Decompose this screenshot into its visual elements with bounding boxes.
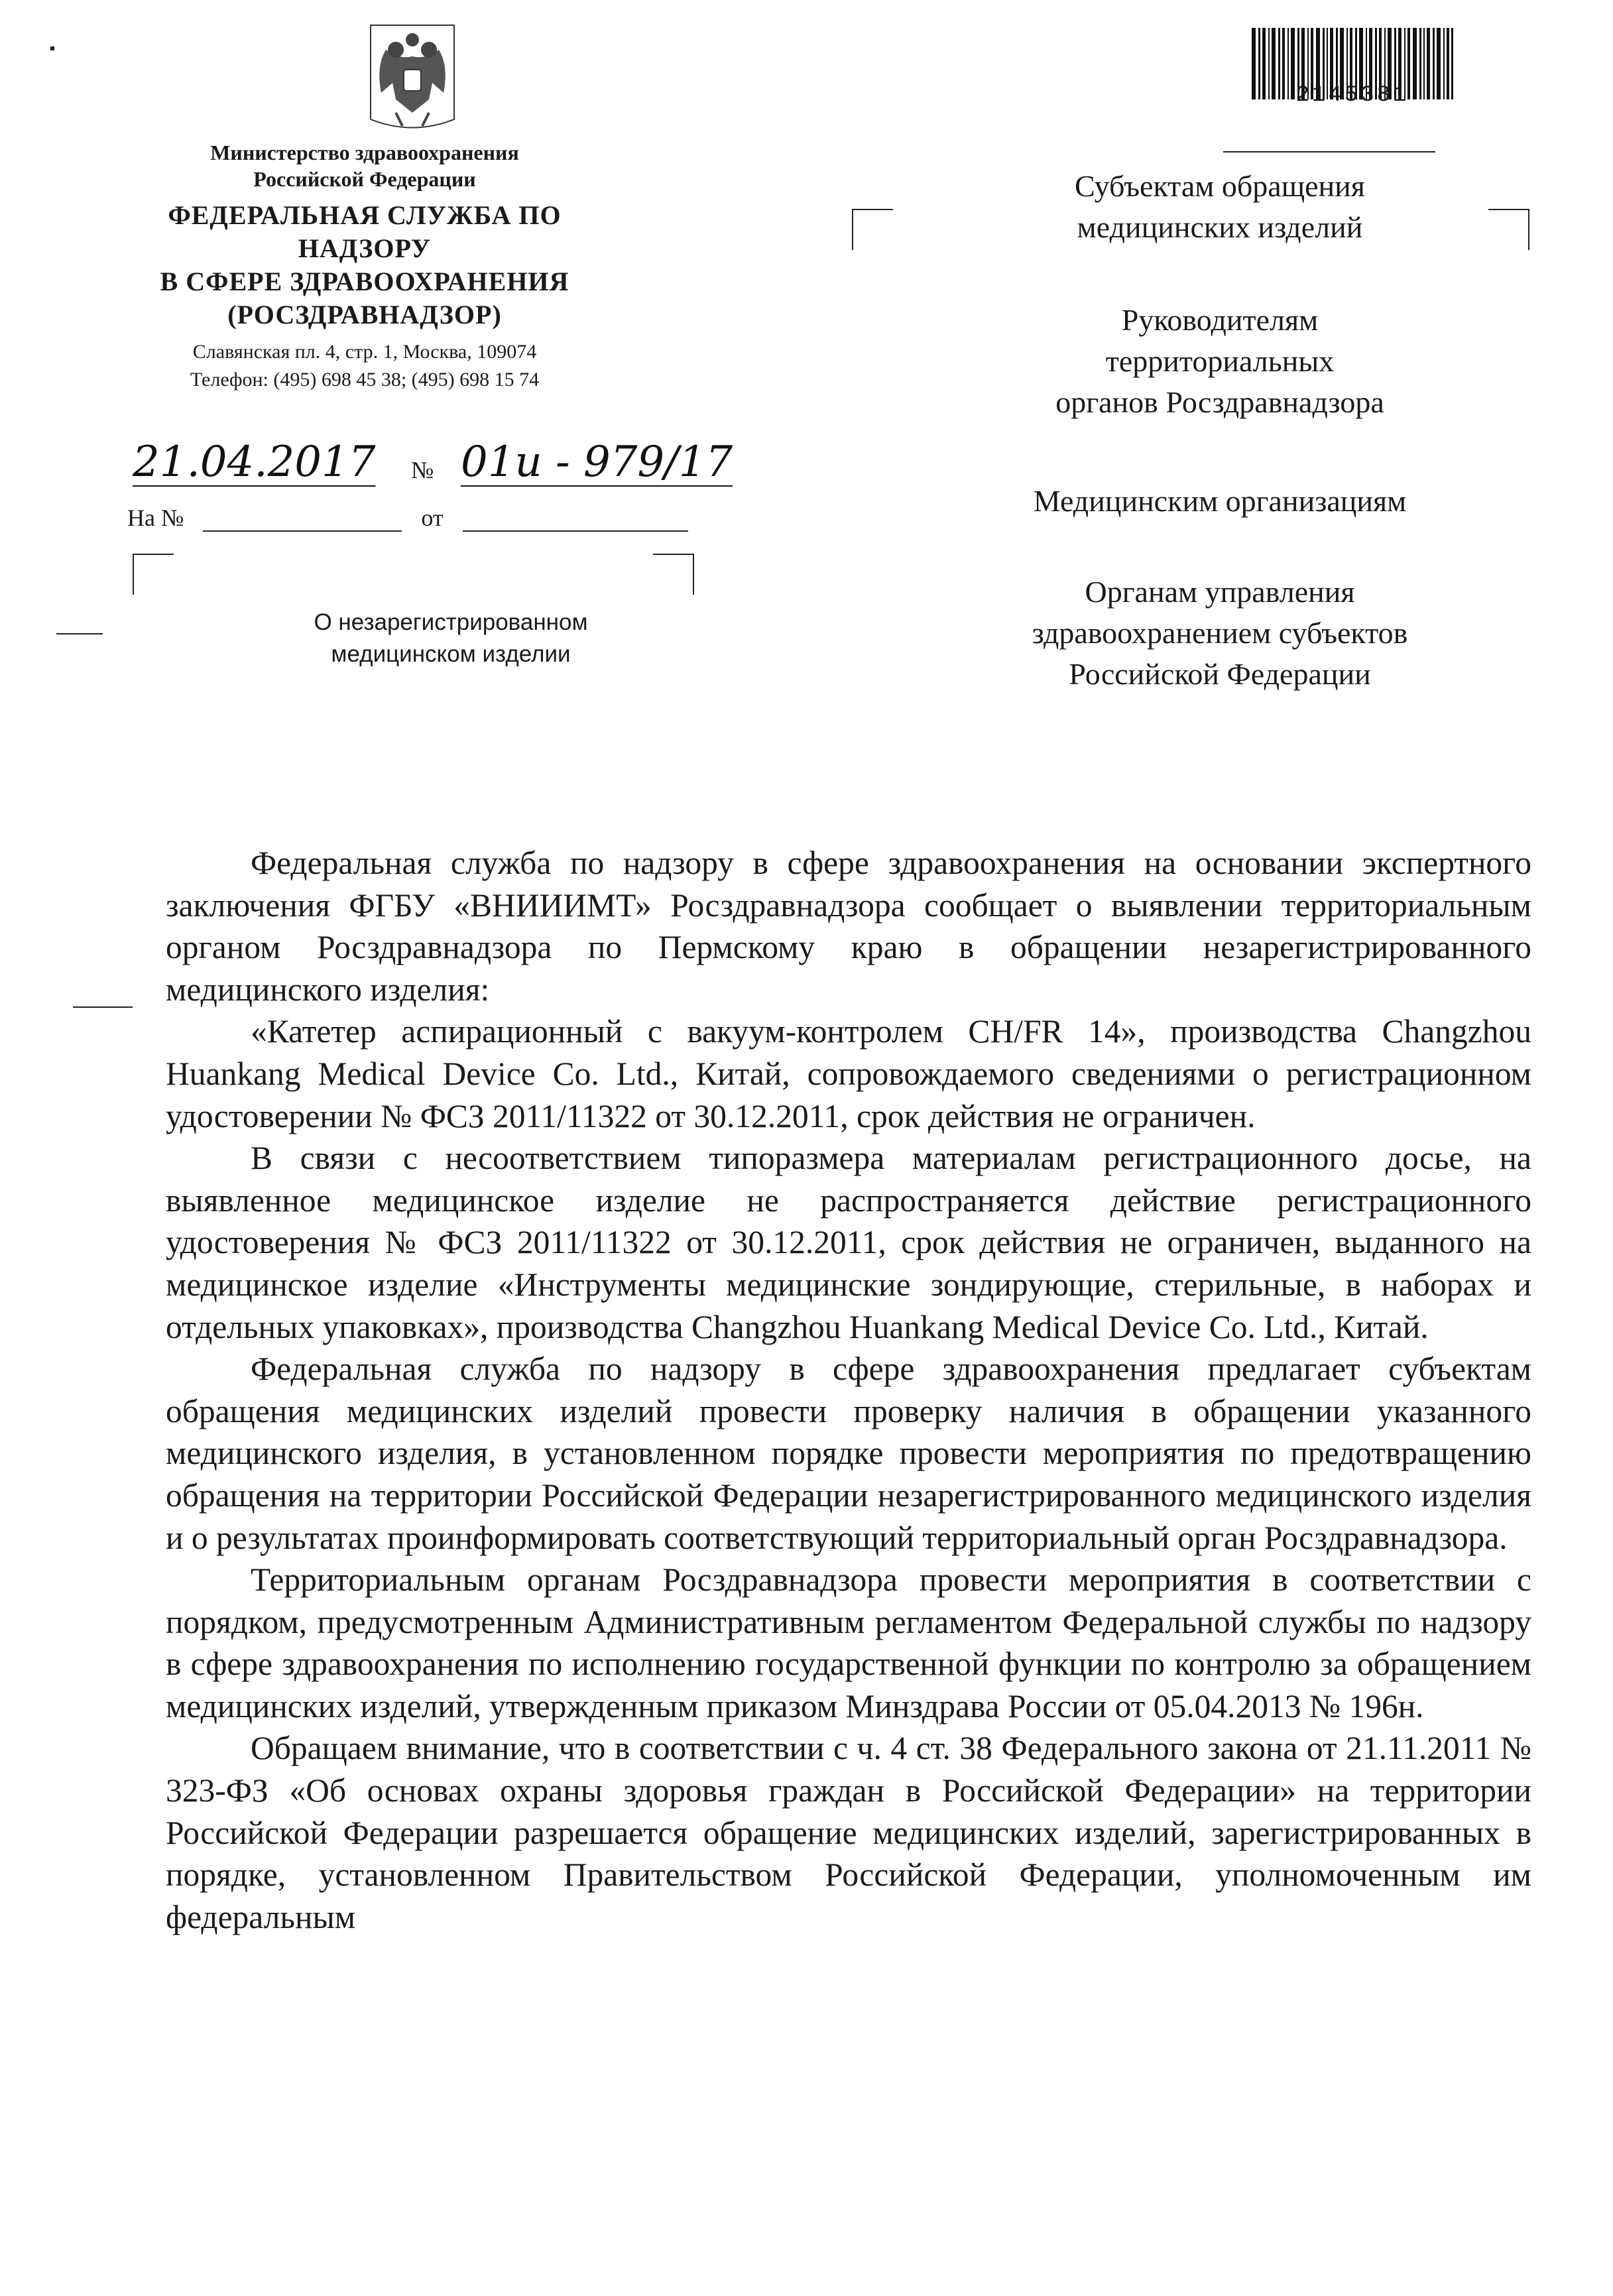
addressee-bracket-left xyxy=(852,209,893,250)
addressee-block xyxy=(955,300,1485,423)
addressee-block xyxy=(955,481,1485,522)
coat-of-arms-emblem-icon xyxy=(356,20,469,143)
letter-subject xyxy=(219,607,683,670)
addressee-line: медицинских изделий xyxy=(1077,210,1363,244)
barcode-number: 2145381 xyxy=(1295,83,1409,108)
body-paragraph: Обращаем внимание, что в соответствии с ч. 4 ст. 38 Федерального закона от 21.11.2011 № 323-ФЗ «Об основах охраны здоровья граждан в Российской Федерации» на территории Российской Федерации разрешается обращение медицинских изделий, зарегистрированных в порядке, установленном Правительством Российской Федерации, уполномоченным им федеральным xyxy=(166,1730,1531,1935)
agency-phone: Телефон: (495) 698 45 38; (495) 698 15 74 xyxy=(190,369,540,391)
subject-line: медицинском изделии xyxy=(331,641,571,667)
addressee-line: здравоохранением субъектов xyxy=(1032,616,1408,650)
addressee-line: Медицинским организациям xyxy=(1033,484,1407,518)
agency-name xyxy=(99,199,630,332)
agency-line: В СФЕРЕ ЗДРАВООХРАНЕНИЯ xyxy=(160,267,569,296)
addressee-line: Органам управления xyxy=(1085,575,1355,609)
agency-line: ФЕДЕРАЛЬНАЯ СЛУЖБА ПО НАДЗОРУ xyxy=(168,200,562,263)
ministry-line: Министерство здравоохранения xyxy=(210,141,519,164)
from-blank xyxy=(463,512,688,532)
agency-address: Славянская пл. 4, стр. 1, Москва, 109074 xyxy=(192,341,537,363)
scan-mark xyxy=(50,46,54,50)
subject-bracket-left xyxy=(133,554,174,595)
scan-mark xyxy=(73,1006,133,1008)
body-paragraph: Федеральная служба по надзору в сфере здравоохранения предлагает субъектам обращения медицинских изделий провести проверку наличия в обращении указанного медицинского изделия, в установленном порядке провести мероприятия по предотвращению обращения на территории Российской Федерации незарегистрированного медицинского изделия и о результатах проинформировать соответствующий территориальный орган Росздравнадзора. xyxy=(166,1351,1531,1556)
letter-number: 01и - 979/17 xyxy=(461,438,733,487)
addressee-bracket-right xyxy=(1488,209,1529,250)
letter-body xyxy=(166,842,1531,1938)
number-label: № xyxy=(411,457,434,483)
scan-mark xyxy=(56,633,103,634)
reference-row xyxy=(127,504,688,532)
agency-line: (РОСЗДРАВНАДЗОР) xyxy=(227,300,502,330)
addressee-line: Российской Федерации xyxy=(1069,657,1371,691)
letter-date: 21.04.2017 xyxy=(133,438,376,487)
addressee-block xyxy=(955,166,1485,248)
reference-label: На № xyxy=(127,505,184,531)
ministry-name xyxy=(99,139,630,192)
from-label: от xyxy=(421,505,444,531)
addressee-line: Руководителям xyxy=(1121,303,1319,337)
body-paragraph: «Катетер аспирационный с вакуум-контролем CH/FR 14», производства Changzhou Huankang Medical Device Co. Ltd., Китай, сопровождаемого сведениями о регистрационном удостоверении № ФСЗ 2011/11322 от 30.12.2011, срок действия не ограничен. xyxy=(166,1013,1531,1134)
subject-line: О незарегистрированном xyxy=(314,609,588,635)
body-paragraph: Федеральная служба по надзору в сфере здравоохранения на основании экспертного заключения ФГБУ «ВНИИИМТ» Росздравнадзора сообщает о выявлении территориальным органом Росздравнадзора по Пермскому краю в обращении незарегистрированного медицинского изделия: xyxy=(166,845,1531,1008)
body-paragraph: В связи с несоответствием типоразмера материалам регистрационного досье, на выявленное медицинское изделие не распространяется действие регистрационного удостоверения № ФСЗ 2011/11322 от 30.12.2011, срок действия не ограничен, выданного на медицинское изделие «Инструменты медицинские зондирующие, стерильные, в наборах и отдельных упаковках», производства Changzhou Huankang Medical Device Co. Ltd., Китай. xyxy=(166,1140,1531,1345)
addressee-line: Субъектам обращения xyxy=(1075,169,1365,203)
addressee-line: территориальных xyxy=(1105,344,1335,378)
body-paragraph: Территориальным органам Росздравнадзора провести мероприятия в соответствии с порядком, предусмотренным Административным регламентом Федеральной службы по надзору в сфере здравоохранения по исполнению государственной функции по контролю за обращением медицинских изделий, утвержденным приказом Минздрава России от 05.04.2013 № 196н. xyxy=(166,1561,1531,1724)
reference-blank xyxy=(203,512,402,532)
subject-bracket-right xyxy=(653,554,694,595)
ministry-line: Российской Федерации xyxy=(253,167,476,191)
barcode-underline xyxy=(1223,151,1435,152)
addressee-line: органов Росздравнадзора xyxy=(1055,385,1384,419)
addressee-block xyxy=(955,572,1485,695)
